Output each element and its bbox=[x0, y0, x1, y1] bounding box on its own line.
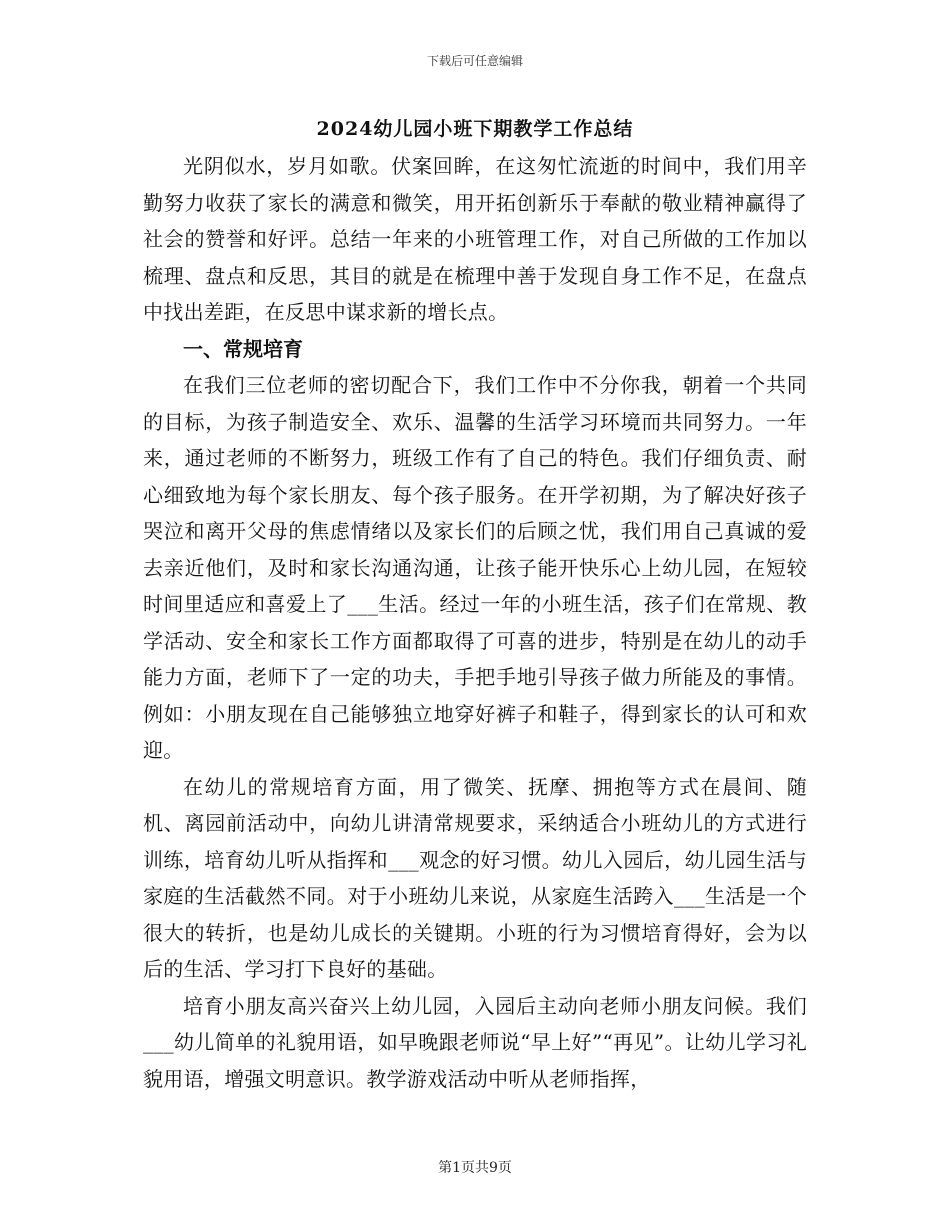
document-title: 2024幼儿园小班下期教学工作总结 bbox=[316, 118, 634, 140]
paragraph-manners: 培育小朋友高兴奋兴上幼儿园，入园后主动向老师小朋友问候。我们___幼儿简单的礼貌用语，如早晚跟老师说“早上好”“再见”。让幼儿学习礼貌用语，增强文明意识。教学游戏活动中听从老师指挥， bbox=[143, 993, 807, 1091]
paragraph-routine-training: 在幼儿的常规培育方面，用了微笑、抚摩、拥抱等方式在晨间、随机、离园前活动中，向幼儿讲清常规要求，采纳适合小班幼儿的方式进行训练，培育幼儿听从指挥和___观念的好习惯。幼儿入园后，幼儿园生活与家庭的生活截然不同。对于小班幼儿来说，从家庭生活跨入___生活是一个很大的转折，也是幼儿成长的关键期。小班的行为习惯培育得好，会为以后的生活、学习打下良好的基础。 bbox=[143, 774, 807, 981]
paragraph-intro: 光阴似水，岁月如歌。伏案回眸，在这匆忙流逝的时间中，我们用辛勤努力收获了家长的满意和微笑，用开拓创新乐于奉献的敬业精神赢得了社会的赞誉和好评。总结一年来的小班管理工作，对自己所做的工作加以梳理、盘点和反思，其目的就是在梳理中善于发现自身工作不足，在盘点中找出差距，在反思中谋求新的增长点。 bbox=[143, 154, 807, 324]
page-header-note: 下载后可任意编辑 bbox=[426, 54, 523, 68]
section-heading-routine: 一、常规培育 bbox=[183, 336, 303, 361]
page-number: 第1页共9页 bbox=[438, 1160, 512, 1176]
document-body bbox=[143, 148, 807, 1097]
paragraph-teamwork: 在我们三位老师的密切配合下，我们工作中不分你我，朝着一个共同的目标，为孩子制造安全、欢乐、温馨的生活学习环境而共同努力。一年来，通过老师的不断努力，班级工作有了自己的特色。我们仔细负责、耐心细致地为每个家长朋友、每个孩子服务。在开学初期，为了解决好孩子哭泣和离开父母的焦虑情绪以及家长们的后顾之忧，我们用自己真诚的爱去亲近他们，及时和家长沟通沟通，让孩子能开快乐心上幼儿园，在短较时间里适应和喜爱上了___生活。经过一年的小班生活，孩子们在常规、教学活动、安全和家长工作方面都取得了可喜的进步，特别是在幼儿的动手能力方面，老师下了一定的功夫，手把手地引导孩子做力所能及的事情。例如：小朋友现在自己能够独立地穿好裤子和鞋子，得到家长的认可和欢迎。 bbox=[143, 373, 807, 762]
